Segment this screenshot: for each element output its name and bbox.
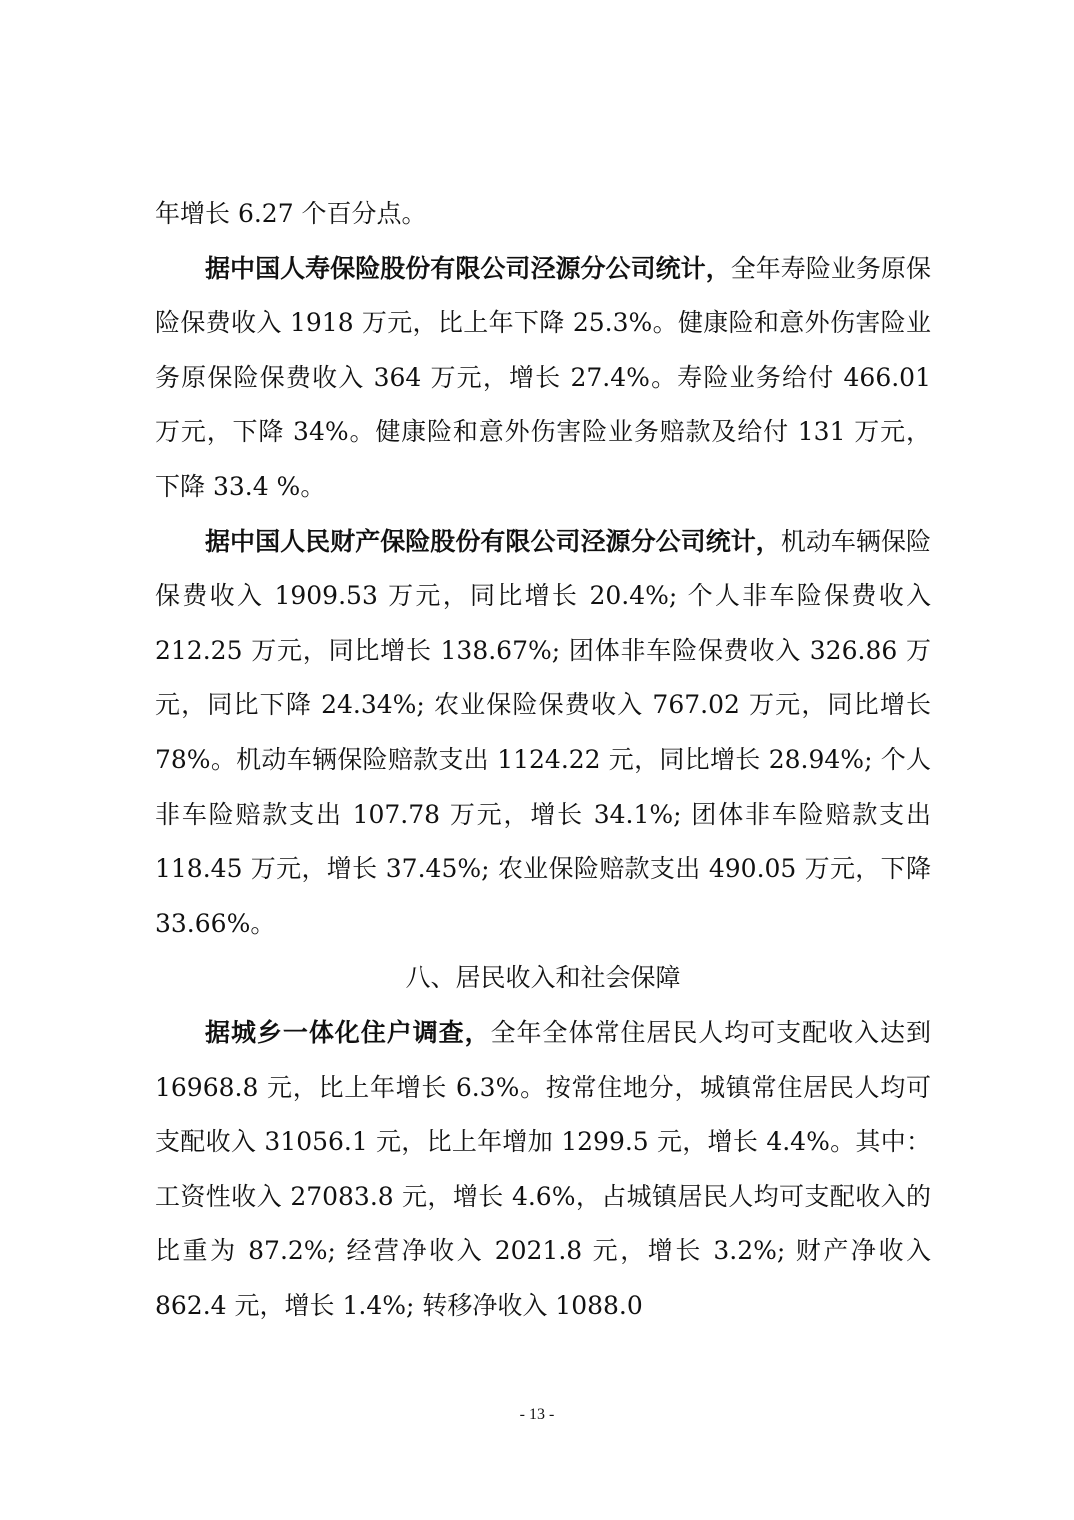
paragraph-body: 全年全体常住居民人均可支配收入达到 16968.8 元，比上年增长 6.3%。按常住地分，城镇常住居民人均可支配收入 31056.1 元，比上年增加 1299.5 元，增长 4.4%。其中：工资性收入 27083.8 元，增长 4.6%，占城镇居民人均可支配收入的比重为 87.2%; 经营净收入 2021.8 元，增长 3.2%; 财产净收入 862.4 元，增长 1.4%; 转移净收入 1088.0 xyxy=(155,1017,931,1320)
paragraph-body: 机动车辆保险保费收入 1909.53 万元，同比增长 20.4%; 个人非车险保费收入 212.25 万元，同比增长 138.67%; 团体非车险保费收入 326.86 万元，同比下降 24.34%; 农业保险保费收入 767.02 万元，同比增长 78%。机动车辆保险赔款支出 1124.22 元，同比增长 28.94%; 个人非车险赔款支出 107.78 万元，增长 34.1%; 团体非车险赔款支出 118.45 万元，增长 37.45%; 农业保险赔款支出 490.05 万元，下降 33.66%。 xyxy=(155,526,931,938)
paragraph-body: 全年寿险业务原保险保费收入 1918 万元，比上年下降 25.3%。健康险和意外伤害险业务原保险保费收入 364 万元，增长 27.4%。寿险业务给付 466.01 万元，下降 34%。健康险和意外伤害险业务赔款及给付 131 万元，下降 33.4 %。 xyxy=(155,253,931,501)
paragraph-household-survey xyxy=(155,1006,931,1334)
paragraph-property-insurance xyxy=(155,515,931,952)
page-number: - 13 - xyxy=(519,1406,555,1423)
page-content xyxy=(155,187,931,1333)
section-heading: 八、居民收入和社会保障 xyxy=(405,963,681,993)
paragraph-lead: 据中国人民财产保险股份有限公司泾源分公司统计， xyxy=(205,526,781,556)
paragraph-lead: 据中国人寿保险股份有限公司泾源分公司统计， xyxy=(205,253,731,283)
paragraph-lead: 据城乡一体化住户调查， xyxy=(205,1017,491,1047)
paragraph-life-insurance xyxy=(155,242,931,515)
paragraph-continuation: 年增长 6.27 个百分点。 xyxy=(155,199,427,228)
